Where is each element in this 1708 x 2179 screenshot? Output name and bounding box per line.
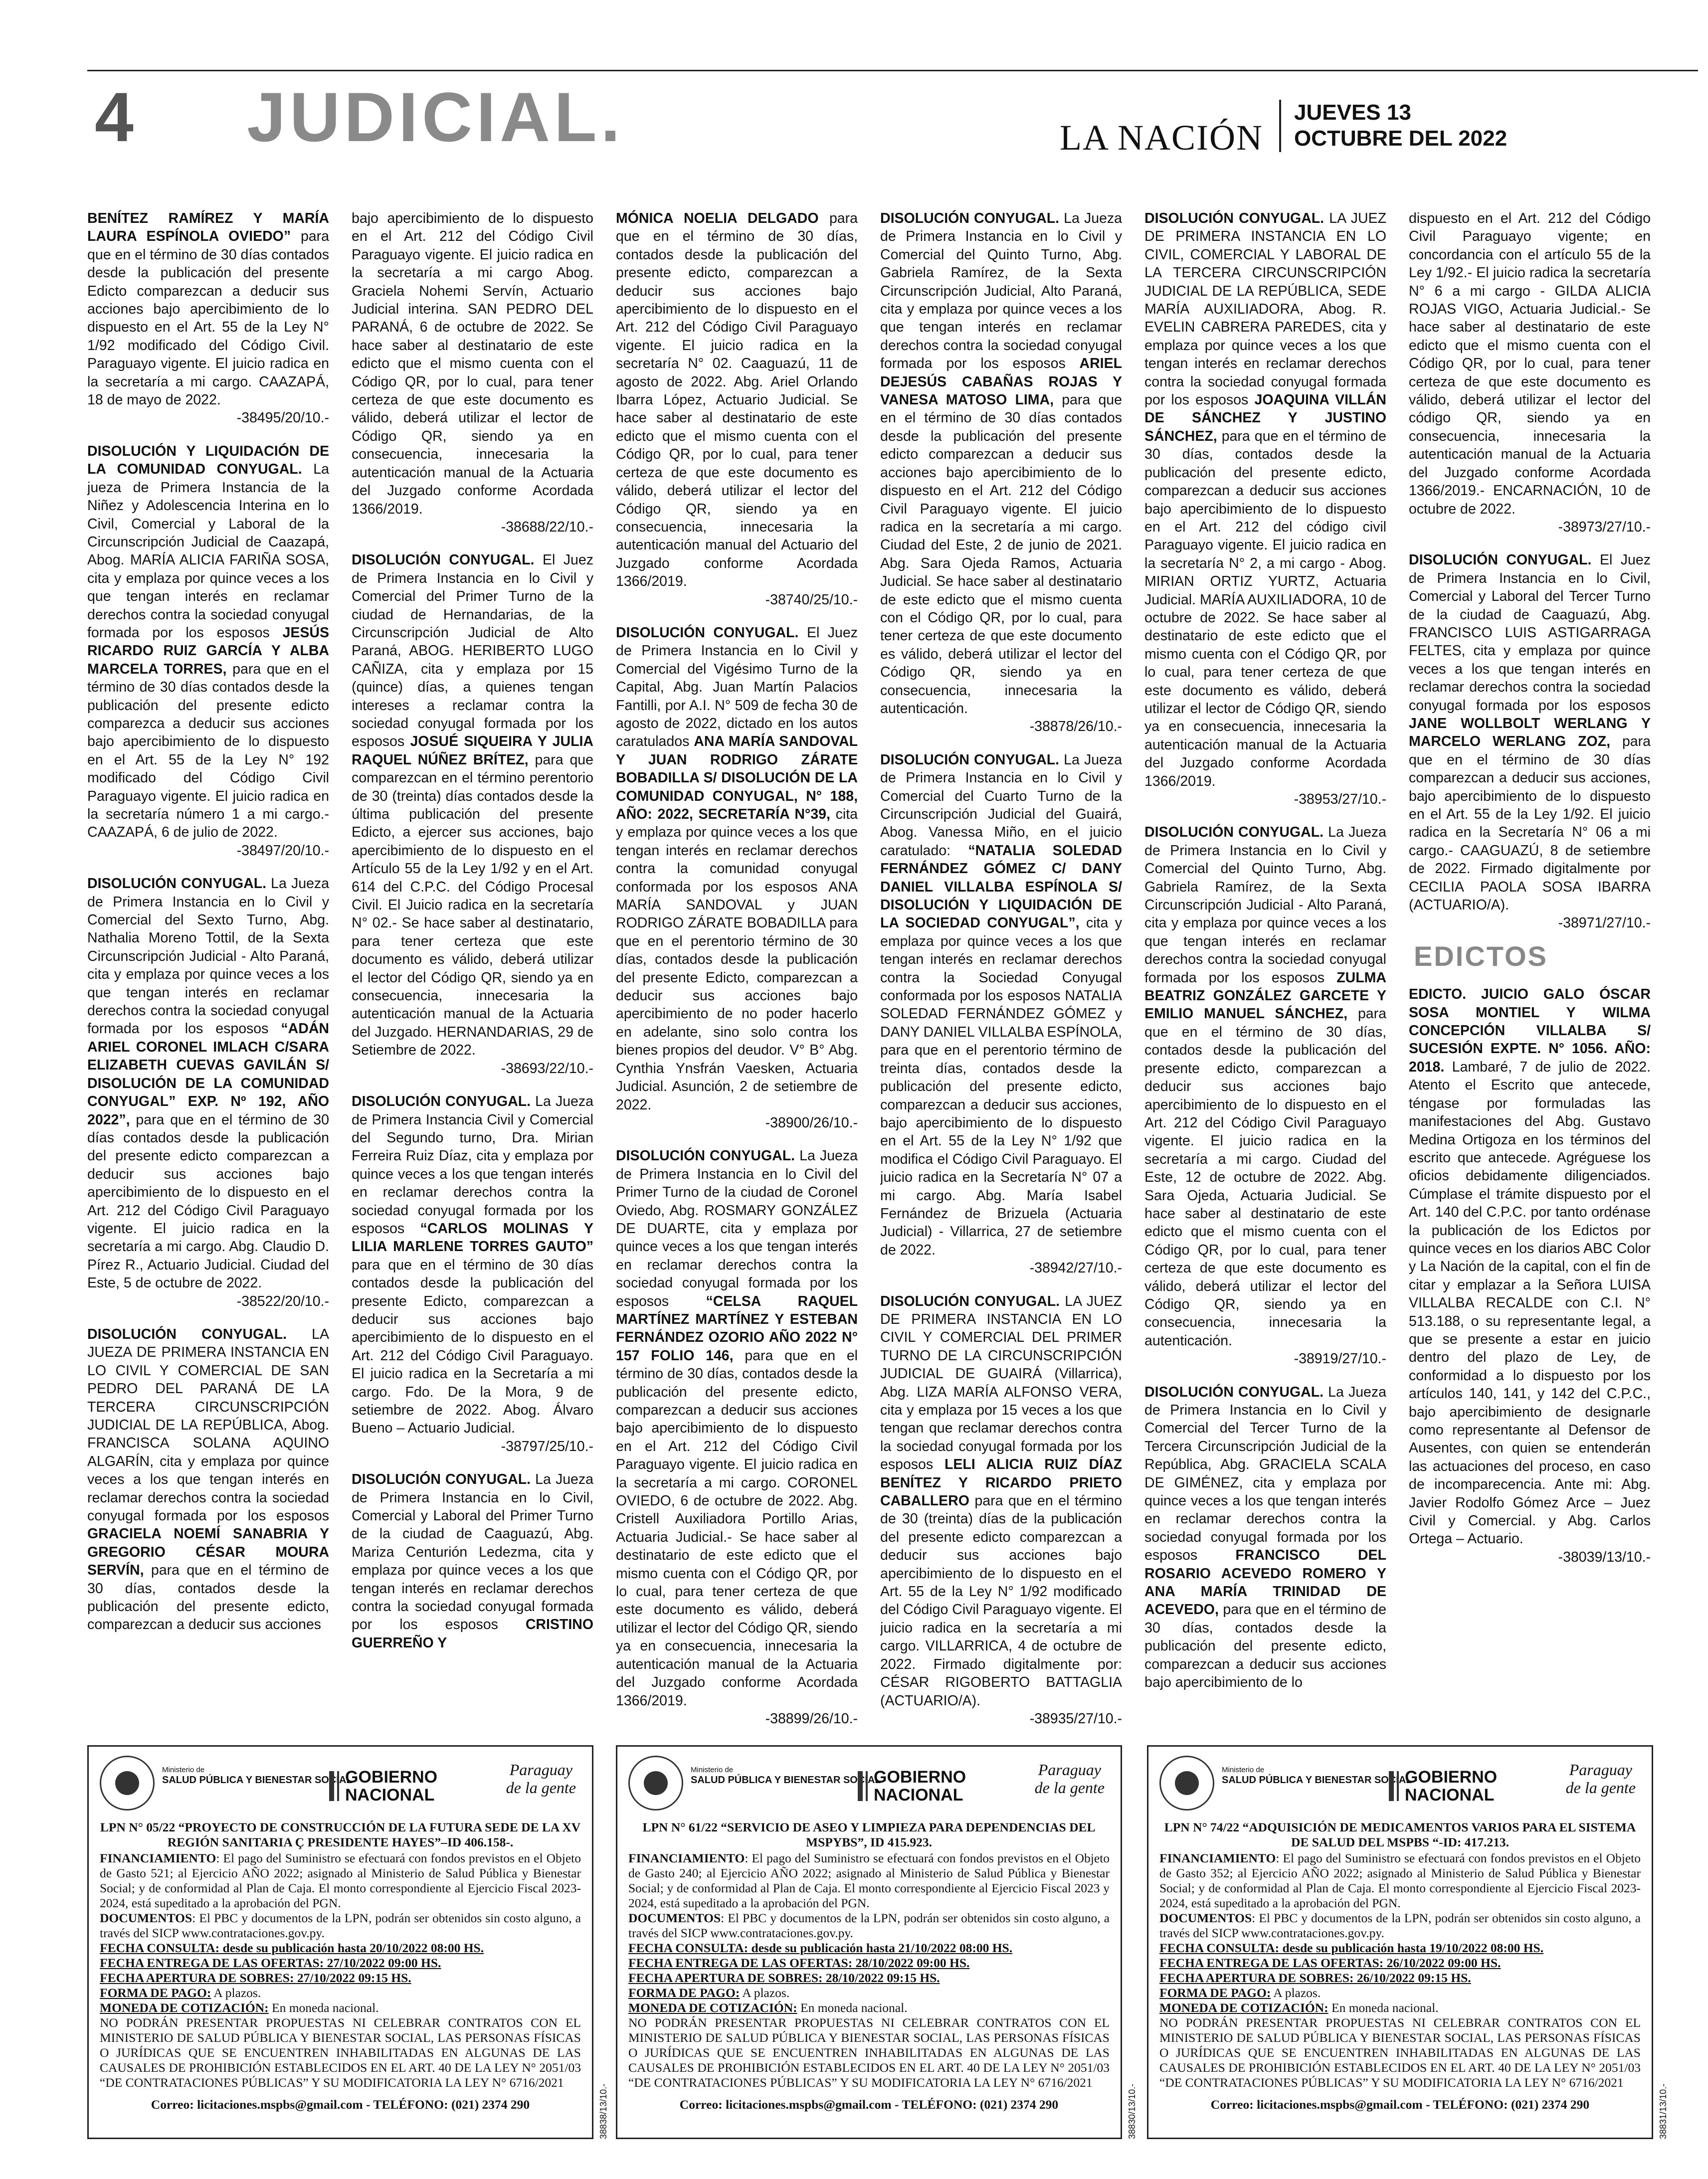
column-6 [1409,209,1651,1735]
gobierno-nacional-logo: GOBIERNO NACIONAL [858,1768,966,1804]
issue-date-day: JUEVES 13 [1294,100,1411,125]
tender-contact: Correo: licitaciones.mspbs@gmail.com - TELÉFONO: (021) 2374 290 [151,2097,530,2112]
tender-warning: NO PODRÁN PRESENTAR PROPUESTAS NI CELEBRAR CONTRATOS CON EL MINISTERIO DE SALUD PÚBLICA Y BIENESTAR SOCIAL, LAS PERSONAS FÍSICAS O JURÍDICAS QUE SE ENCUENTREN INHABILITADAS EN ALGUNAS DE LAS CAUSALES DE PROHIBICIÓN ESTABLECIDOS EN EL ART. 40 DE LA LEY N° 2051/03 “DE CONTRATACIONES PÚBLICAS” Y SU MODIFICATORIA LA LEY N° 6716/2021 [628,2015,1110,2090]
column-2 [352,209,593,1735]
tender-documents: DOCUMENTOS: El PBC y documentos de la LPN, podrán ser obtenidos sin costo alguno, a través del SICP www.contrataciones.gov.py. [100,1911,581,1940]
tender-title: LPN N° 61/22 “SERVICIO DE ASEO Y LIMPIEZA PARA DEPENDENCIAS DEL MSPYBS”, ID 415.923. [642,1820,1096,1849]
slogan-logo: Paraguay de la gente [1034,1761,1105,1797]
issue-date-month: OCTUBRE DEL 2022 [1294,126,1508,151]
tender-apertura: FECHA APERTURA DE SOBRES: 27/10/2022 09:15 HS. [100,1971,411,1985]
tender-entrega: FECHA ENTREGA DE LAS OFERTAS: 28/10/2022 09:00 HS. [628,1956,970,1970]
legal-notice: BENÍTEZ RAMÍREZ Y MARÍA LAURA ESPÍNOLA OVIEDO” para que en el término de 30 días contados desde la publicación del presente Edicto comparezcan a deducir sus acciones bajo apercibimiento de lo dispuesto en el Art. 55 de la Ley N° 1/92 modificado del Código Civil. Paraguayo vigente. El juicio radica en la secretaría a mi cargo. CAAZAPÁ, 18 de mayo de 2022. -38495/20/10.- [87,210,329,426]
legal-notice: DISOLUCIÓN CONYUGAL. LA JUEZ DE PRIMERA INSTANCIA EN LO CIVIL, COMERCIAL Y LABORAL DE LA TERCERA CIRCUNSCRIPCIÓN JUDICIAL DE LA REPÚBLICA, SEDE MARÍA AUXILIADORA, Abog. R. EVELIN CABRERA PAREDES, cita y emplaza por quince veces a los que tengan interés en reclamar derechos contra la sociedad conyugal formada por los esposos JOAQUINA VILLÁN DE SÁNCHEZ Y JUSTINO SÁNCHEZ, para que en el término de 30 días, contados desde la publicación del presente edicto, comparezcan a deducir sus acciones bajo apercibimiento de lo dispuesto en el Art. 212 del código civil Paraguayo vigente. El juicio radica en la secretaría N° 2, a mi cargo - Abog. MIRIAN ORTIZ YURTZ, Actuaria Judicial. MARÍA AUXILIADORA, 10 de octubre de 2022. Se hace saber al destinatario de este edicto que el mismo cuenta con el Código QR, por lo cual, para tener certeza de que este documento es válido, deberá utilizar el lector de Código QR, siendo ya en consecuencia, innecesaria la autenticación manual de la Actuaria del Juzgado conforme Acordada 1366/2019. -38953/27/10.- [1144,210,1386,807]
legal-notice: DISOLUCIÓN Y LIQUIDACIÓN DE LA COMUNIDAD CONYUGAL. La jueza de Primera Instancia de la Niñez y Adolescencia Interina en lo Civil, Comercial y Laboral de la Circunscripción Judicial de Caazapá, Abog. MARÍA ALICIA FARIÑA SOSA, cita y emplaza por quince veces a los que tengan interés en reclamar derechos contra la sociedad conyugal formada por los esposos JESÚS RICARDO RUIZ GARCÍA Y ALBA MARCELA TORRES, para que en el término de 30 días contados desde la publicación del presente edicto comparezca a deducir sus acciones bajo apercibimiento de lo dispuesto en el Art. 55 de la Ley N° 192 modificado del Código Civil Paraguayo vigente. El juicio radica en la secretaría número 1 a mi cargo.- CAAZAPÁ, 6 de julio de 2022. -38497/20/10.- [87,443,329,859]
edictos-heading: EDICTOS [1414,940,1548,972]
tender-consulta: FECHA CONSULTA: desde su publicación hasta 21/10/2022 08:00 HS. [628,1941,1013,1955]
slogan-logo: Paraguay de la gente [1565,1761,1636,1797]
legal-notice: DISOLUCIÓN CONYUGAL. La Jueza de Primera Instancia en lo Civil del Primer Turno de la ciudad de Coronel Oviedo, Abg. ROSMARY GONZÁLEZ DE DUARTE, cita y emplaza por quince veces a los que tengan interés en reclamar derechos contra la sociedad conyugal formada por los esposos “CELSA RAQUEL MARTÍNEZ MARTÍNEZ Y ESTEBAN FERNÁNDEZ OZORIO AÑO 2022 N° 157 FOLIO 146, para que en el término de 30 días, contados desde la publicación del presente edicto, comparezcan a deducir sus acciones bajo apercibimiento de lo dispuesto en el Art. 212 del Código Civil Paraguayo vigente. El juicio radica en la secretaría a mi cargo. CORONEL OVIEDO, 6 de octubre de 2022. Abg. Cristell Auxiliadora Portillo Arias, Actuaria Judicial.- Se hace saber al destinatario de este edicto que el mismo cuenta con el Código QR, por lo cual, para tener certeza de que este documento es válido, deberá utilizar el lector del Código QR, siendo ya en consecuencia, innecesaria la autenticación manual de la Actuaria del Juzgado conforme Acordada 1366/2019. -38899/26/10.- [616,1148,858,1727]
tender-warning: NO PODRÁN PRESENTAR PROPUESTAS NI CELEBRAR CONTRATOS CON EL MINISTERIO DE SALUD PÚBLICA Y BIENESTAR SOCIAL, LAS PERSONAS FÍSICAS O JURÍDICAS QUE SE ENCUENTREN INHABILITADAS EN ALGUNAS DE LAS CAUSALES DE PROHIBICIÓN ESTABLECIDOS EN EL ART. 40 DE LA LEY N° 2051/03 “DE CONTRATACIONES PÚBLICAS” Y SU MODIFICATORIA LA LEY N° 6716/2021 [100,2015,581,2090]
tender-currency: MONEDA DE COTIZACIÓN: En moneda nacional. [628,2000,908,2015]
ministry-seal-icon [100,1756,155,1811]
legal-notice: DISOLUCIÓN CONYUGAL. El Juez de Primera Instancia en lo Civil y Comercial del Vigésimo Turno de la Capital, Abg. Juan Martín Palacios Fantilli, por A.I. N° 509 de fecha 30 de agosto de 2022, dictado en los autos caratulados ANA MARÍA SANDOVAL Y JUAN RODRIGO ZÁRATE BOBADILLA S/ DISOLUCIÓN DE LA COMUNIDAD CONYUGAL, N° 188, AÑO: 2022, SECRETARÍA N°39, cita y emplaza por quince veces a los que tengan interés en reclamar derechos contra la comunidad conyugal conformada por los esposos ANA MARÍA SANDOVAL y JUAN RODRIGO ZÁRATE BOBADILLA para que en el perentorio término de 30 días, contados desde la publicación del presente Edicto, comparezcan a deducir sus acciones bajo apercibimiento de no poder hacerlo en adelante, sino solo contra los bienes propios del deudor. V° B° Abg. Cynthia Ynsfrán Vaesken, Actuaria Judicial. Asunción, 2 de setiembre de 2022. -38900/26/10.- [616,624,858,1131]
tender-ad [616,1745,1122,2139]
tender-currency: MONEDA DE COTIZACIÓN: En moneda nacional. [1159,2000,1439,2015]
tender-financing: FINANCIAMIENTO: El pago del Suministro se efectuará con fondos previstos en el Objeto de Gasto 352; al Ejercicio AÑO 2022; asignado al Ministerio de Salud Pública y Bienestar Social; y de conformidad al Plan de Caja. El monto correspondiente al Ejercicio Fiscal 2023-2024, está supeditado a la aprobación del PGN. [1159,1851,1641,1910]
tender-financing: FINANCIAMIENTO: El pago del Suministro se efectuará con fondos previstos en el Objeto de Gasto 240; al Ejercicio AÑO 2022; asignado al Ministerio de Salud Pública y Bienestar Social; y de conformidad al Plan de Caja. El monto correspondiente al Ejercicio Fiscal 2023 y 2024, está supeditado a la aprobación del PGN. [628,1851,1110,1910]
tender-warning: NO PODRÁN PRESENTAR PROPUESTAS NI CELEBRAR CONTRATOS CON EL MINISTERIO DE SALUD PÚBLICA Y BIENESTAR SOCIAL, LAS PERSONAS FÍSICAS O JURÍDICAS QUE SE ENCUENTREN INHABILITADAS EN ALGUNAS DE LAS CAUSALES DE PROHIBICIÓN ESTABLECIDOS EN EL ART. 40 DE LA LEY N° 2051/03 “DE CONTRATACIONES PÚBLICAS” Y SU MODIFICATORIA LA LEY N° 6716/2021 [1159,2015,1641,2090]
masthead-divider [1279,100,1281,152]
tender-apertura: FECHA APERTURA DE SOBRES: 28/10/2022 09:15 HS. [628,1971,940,1985]
column-1 [87,209,329,1735]
legal-notice: DISOLUCIÓN CONYUGAL. LA JUEZA DE PRIMERA INSTANCIA EN LO CIVIL Y COMERCIAL DE SAN PEDRO DEL PARANÁ DE LA TERCERA CIRCUNSCRIPCIÓN JUDICIAL DE LA REPÚBLICA, Abog. FRANCISCA SOLANA AQUINO ALGARÍN, cita y emplaza por quince veces a los que tengan interés en reclamar derechos contra la sociedad conyugal formada por los esposos GRACIELA NOEMÍ SANABRIA Y GREGORIO CÉSAR MOURA SERVÍN, para que en el término de 30 días, contados desde la publicación del presente edicto, comparezcan a deducir sus acciones [87,1326,329,1633]
legal-notice: DISOLUCIÓN CONYUGAL. La Jueza de Primera Instancia en lo Civil y Comercial del Cuarto Turno de la Circunscripción Judicial del Guairá, Abog. Vanessa Miño, en el juicio caratulado: “NATALIA SOLEDAD FERNÁNDEZ GÓMEZ C/ DANY DANIEL VILLALBA ESPÍNOLA S/ DISOLUCIÓN Y LIQUIDACIÓN DE LA SOCIEDAD CONYUGAL”, cita y emplaza por quince veces a los que tengan interés en reclamar derechos contra la Sociedad Conyugal conformada por los esposos NATALIA SOLEDAD FERNÁNDEZ GÓMEZ y DANY DANIEL VILLALBA ESPÍNOLA, para que en el perentorio término de treinta días, contados desde la publicación del presente edicto, comparezcan a deducir sus acciones, bajo apercibimiento de lo dispuesto en el Art. 55 de la Ley N° 1/92 que modifica el Código Civil Paraguayo. El juicio radica en la Secretaría N° 07 a mi cargo. Abg. María Isabel Fernández de Brizuela (Actuaria Judicial) - Villarrica, 27 de setiembre de 2022. -38942/27/10.- [880,751,1122,1276]
tender-consulta: FECHA CONSULTA: desde su publicación hasta 19/10/2022 08:00 HS. [1159,1941,1544,1955]
section-title: JUDICIAL. [247,78,624,156]
ad-header [1159,1756,1641,1818]
legal-notice: DISOLUCIÓN CONYUGAL. La Jueza de Primera Instancia Civil y Comercial del Segundo turno, Dra. Mirian Ferreira Ruiz Díaz, cita y emplaza por quince veces a los que tengan interés en reclamar derechos contra la sociedad conyugal formada por los esposos “CARLOS MOLINAS Y LILIA MARLENE TORRES GAUTO” para que en el término de 30 días contados desde la publicación del presente Edicto, comparezcan a deducir sus acciones bajo apercibimiento de lo dispuesto en el Art. 212 del Código Civil Paraguayo. El juicio radica en la Secretaría a mi cargo. Fdo. De la Mora, 9 de setiembre de 2022. Abog. Álvaro Bueno – Actuario Judicial. -38797/25/10.- [352,1093,593,1454]
tender-entrega: FECHA ENTREGA DE LAS OFERTAS: 27/10/2022 09:00 HS. [100,1956,441,1970]
tender-title: LPN N° 74/22 “ADQUISICIÓN DE MEDICAMENTOS VARIOS PARA EL SISTEMA DE SALUD DEL MSPBS “-ID: 417.213. [1164,1820,1636,1849]
ministry-name: Ministerio de SALUD PÚBLICA Y BIENESTAR SOCIAL [162,1766,353,1786]
ad-reference: 38830/13/10.- [1127,2083,1137,2139]
tender-entrega: FECHA ENTREGA DE LAS OFERTAS: 26/10/2022 09:00 HS. [1159,1956,1501,1970]
tender-contact: Correo: licitaciones.mspbs@gmail.com - TELÉFONO: (021) 2374 290 [1210,2097,1590,2112]
ministry-name: Ministerio de SALUD PÚBLICA Y BIENESTAR SOCIAL [1222,1766,1412,1786]
slogan-logo: Paraguay de la gente [506,1761,576,1797]
tender-payment: FORMA DE PAGO: A plazos. [1159,1986,1321,2000]
tender-contact: Correo: licitaciones.mspbs@gmail.com - TELÉFONO: (021) 2374 290 [679,2097,1059,2112]
gobierno-nacional-logo: GOBIERNO NACIONAL [1389,1768,1497,1804]
tender-documents: DOCUMENTOS: El PBC y documentos de la LPN, podrán ser obtenidos sin costo alguno, a través del SICP www.contrataciones.gov.py. [628,1911,1110,1940]
legal-notice: DISOLUCIÓN CONYUGAL. El Juez de Primera Instancia en lo Civil y Comercial del Primer Turno de la ciudad de Hernandarias, de la Circunscripción Judicial de Alto Paraná, ABOG. HERIBERTO LUGO CAÑIZA, cita y emplaza por 15 (quince) días, a quienes tengan intereses a reclamar contra la sociedad conyugal formada por los esposos JOSUÉ SIQUEIRA Y JULIA RAQUEL NÚÑEZ BRÍTEZ, para que comparezcan en el término perentorio de 30 (treinta) días contados desde la última publicación del presente Edicto, a ejercer sus acciones, bajo apercibimiento de lo dispuesto en el Artículo 55 de la Ley 1/92 y en el Art. 614 del C.P.C. del Código Procesal Civil. El Juicio radica en la secretaría N° 02.- Se hace saber al destinatario, para tener certeza que este documento es válido, deberá utilizar el lector del Código QR, siendo ya en consecuencia, innecesaria la autenticación manual de la Actuaria del Juzgado. HERNANDARIAS, 29 de Setiembre de 2022. -38693/22/10.- [352,552,593,1077]
legal-notice: DISOLUCIÓN CONYUGAL. La Jueza de Primera Instancia en lo Civil y Comercial del Tercer Turno de la Tercera Circunscripción Judicial de la República, Abg. GRACIELA SCALA DE GIMÉNEZ, cita y emplaza por quince veces a los que tengan interés en reclamar derechos contra la sociedad conyugal formada por los esposos FRANCISCO DEL ROSARIO ACEVEDO ROMERO Y ANA MARÍA TRINIDAD DE ACEVEDO, para que en el término de 30 días, contados desde la publicación del presente edicto, comparezcan a deducir sus acciones bajo apercibimiento de lo [1144,1384,1386,1691]
issue-date [1294,100,1507,152]
legal-notice: EDICTO. JUICIO GALO ÓSCAR SOSA MONTIEL Y WILMA CONCEPCIÓN VILLALBA S/ SUCESIÓN EXPTE. N° 1056. AÑO: 2018. Lambaré, 7 de julio de 2022. Atento el Escrito que antecede, téngase por formuladas las manifestaciones del Abg. Gustavo Medina Ortigoza en los términos del escrito que antecede. Agréguese los oficios debidamente diligenciados. Cúmplase el trámite dispuesto por el Art. 140 del C.P.C. por tanto ordénase la publicación de los Edictos por quince veces en los diarios ABC Color y La Nación de la capital, con el fin de citar y emplazar a la Señora LUISA VILLALBA RECALDE con C.I. N° 513.188, o su representante legal, a que se presente a estar en juicio dentro del plazo de Ley, de conformidad a lo dispuesto por los artículos 140, 141, y 142 del C.P.C., bajo apercibimiento de designarle como representante al Defensor de Ausentes, con quien se entenderán las actuaciones del proceso, en caso de incomparecencia. Ante mi: Abg. Javier Rodolfo Gómez Arce – Juez Civil y Comercial. y Abg. Carlos Ortega – Actuario. -38039/13/10.- [1409,986,1651,1565]
legal-notice: DISOLUCIÓN CONYUGAL. LA JUEZ DE PRIMERA INSTANCIA EN LO CIVIL Y COMERCIAL DEL PRIMER TURNO DE LA CIRCUNSCRIPCIÓN JUDICIAL DE GUAIRÁ (Villarrica), Abg. LIZA MARÍA ALFONSO VERA, cita y emplaza por 15 veces a los que tengan que reclamar derechos contra la sociedad conyugal formada por los esposos LELI ALICIA RUIZ DÍAZ BENÍTEZ Y RICARDO PRIETO CABALLERO para que en el término de 30 (treinta) días de la publicación del presente edicto comparezcan a deducir sus acciones bajo apercibimiento de lo dispuesto en el Art. 55 de la Ley N° 1/92 modificado del Código Civil Paraguayo vigente. El juicio radica en la secretaría a mi cargo. VILLARRICA, 4 de octubre de 2022. Firmado digitalmente por: CÉSAR RIGOBERTO BATTAGLIA (ACTUARIO/A). -38935/27/10.- [880,1293,1122,1727]
column-4 [880,209,1122,1735]
legal-notice: DISOLUCIÓN CONYUGAL. La Jueza de Primera Instancia en lo Civil y Comercial del Quinto Turno, Abg. Gabriela Ramírez, de la Sexta Circunscripción Judicial - Alto Paraná, cita y emplaza por quince veces a los que tengan interés en reclamar derechos contra la sociedad conyugal formada por los esposos ZULMA BEATRIZ GONZÁLEZ GARCETE Y EMILIO MANUEL SÁNCHEZ, para que en el término de 30 días, contados desde la publicación del presente edicto, comparezcan a deducir sus acciones bajo apercibimiento de lo dispuesto en el Art. 212 del Código Civil Paraguayo vigente. El juicio radica en la secretaría a mi cargo. Ciudad del Este, 12 de octubre de 2022. Abg. Sara Ojeda, Actuaria Judicial. Se hace saber al destinatario de este edicto que el mismo cuenta con el Código QR, por lo cual, para tener certeza de que este documento es válido, deberá utilizar el lector del Código QR, siendo ya en consecuencia, innecesaria la autenticación. -38919/27/10.- [1144,824,1386,1367]
tender-payment: FORMA DE PAGO: A plazos. [628,1986,790,2000]
legal-notice: bajo apercibimiento de lo dispuesto en el Art. 212 del Código Civil Paraguayo vigente. El juicio radica en la secretaría a mi cargo Abog. Graciela Nohemi Servín, Actuario Judicial interina. SAN PEDRO DEL PARANÁ, 6 de octubre de 2022. Se hace saber al destinatario de este edicto que el mismo cuenta con el Código QR, por lo cual, para tener certeza de que este documento es válido, deberá utilizar el lector de Código QR, siendo ya en consecuencia, innecesaria la autenticación manual de la Actuaria del Juzgado conforme Acordada 1366/2019. -38688/22/10.- [352,210,593,535]
tender-currency: MONEDA DE COTIZACIÓN: En moneda nacional. [100,2000,379,2015]
page-number: 4 [95,78,134,156]
tender-documents: DOCUMENTOS: El PBC y documentos de la LPN, podrán ser obtenidos sin costo alguno, a través del SICP www.contrataciones.gov.py. [1159,1911,1641,1940]
ad-header [100,1756,581,1818]
ad-header [628,1756,1110,1818]
ad-reference: 38831/13/10.- [1658,2083,1668,2139]
tender-financing: FINANCIAMIENTO: El pago del Suministro se efectuará con fondos previstos en el Objeto de Gasto 521; al Ejercicio AÑO 2022; asignado al Ministerio de Salud Pública y Bienestar Social; y de conformidad al Plan de Caja. El monto correspondiente al Ejercicio Fiscal 2023-2024, está supeditado a la aprobación del PGN. [100,1851,581,1910]
legal-notice: dispuesto en el Art. 212 del Código Civil Paraguayo vigente; en concordancia con el artículo 55 de la Ley 1/92.- El juicio radica la secretaría N° 6 a mi cargo - GILDA ALICIA ROJAS VIGO, Actuaria Judicial.- Se hace saber al destinatario de este edicto que el mismo cuenta con el Código QR, por lo cual, para tener certeza de que este documento es válido, deberá utilizar el lector del código QR, siendo ya en consecuencia, innecesaria la autenticación manual de la Actuaria del Juzgado conforme Acordada 1366/2019.- ENCARNACIÓN, 10 de octubre de 2022. -38973/27/10.- [1409,210,1651,535]
ministry-name: Ministerio de SALUD PÚBLICA Y BIENESTAR SOCIAL [691,1766,881,1786]
notice-columns [87,209,1698,1735]
tender-payment: FORMA DE PAGO: A plazos. [100,1986,261,2000]
ministry-seal-icon [1159,1756,1214,1811]
tender-ad [1147,1745,1653,2139]
column-5 [1144,209,1386,1735]
legal-notice: DISOLUCIÓN CONYUGAL. El Juez de Primera Instancia en lo Civil, Comercial y Laboral del Tercer Turno de la ciudad de Caaguazú, Abg. FRANCISCO LUIS ASTIGARRAGA FELTES, cita y emplaza por quince veces a los que tengan interés en reclamar derechos contra la sociedad conyugal formada por los esposos JANE WOLLBOLT WERLANG Y MARCELO WERLANG ZOZ, para que en el término de 30 días comparezcan a deducir sus acciones, bajo apercibimiento de lo dispuesto en el Art. 55 de la Ley 1/92. El juicio radica en la Secretaría N° 06 a mi cargo.- CAAGUAZÚ, 8 de setiembre de 2022. Firmado digitalmente por CECILIA PAOLA SOSA IBARRA (ACTUARIO/A). -38971/27/10.- [1409,552,1651,931]
column-3 [616,209,858,1735]
gobierno-nacional-logo: GOBIERNO NACIONAL [329,1768,437,1804]
tender-ad [87,1745,593,2139]
ministry-seal-icon [628,1756,683,1811]
legal-notice: MÓNICA NOELIA DELGADO para que en el término de 30 días, contados desde la publicación del presente edicto, comparezcan a deducir sus acciones bajo apercibimiento de lo dispuesto en el Art. 212 del Código Civil Paraguayo vigente. El juicio radica en la secretaría N° 02. Caaguazú, 11 de agosto de 2022. Abg. Ariel Orlando Ibarra López, Actuario Judicial. Se hace saber al destinatario de este edicto que el mismo cuenta con el Código QR, por lo cual, para tener certeza de que este documento es válido, deberá utilizar el lector del Código QR, siendo ya en consecuencia, innecesaria la autenticación manual del Actuario del Juzgado conforme Acordada 1366/2019. -38740/25/10.- [616,210,858,608]
legal-notice: DISOLUCIÓN CONYUGAL. La Jueza de Primera Instancia en lo Civil y Comercial del Quinto Turno, Abg. Gabriela Ramírez, de la Sexta Circunscripción Judicial, Alto Paraná, cita y emplaza por quince veces a los que tengan interés en reclamar derechos contra la sociedad conyugal formada por los esposos ARIEL DEJESÚS CABAÑAS ROJAS Y VANESA MATOSO LIMA, para que en el término de 30 días contados desde la publicación del presente edicto comparezcan a deducir sus acciones bajo apercibimiento de lo dispuesto en el Art. 212 del Código Civil Paraguayo vigente. El juicio radica en la secretaría a mi cargo. Ciudad del Este, 2 de junio de 2021. Abg. Sara Ojeda Ramos, Actuaria Judicial. Se hace saber al destinatario de este edicto que el mismo cuenta con el Código QR, por lo cual, para tener certeza de que este documento es válido, deberá utilizar el lector del Código QR, siendo ya en consecuencia, innecesaria la autenticación. -38878/26/10.- [880,210,1122,735]
legal-notice: DISOLUCIÓN CONYUGAL. La Jueza de Primera Instancia en lo Civil, Comercial y Laboral del Primer Turno de la ciudad de Caaguazú, Abg. Mariza Centurión Ledezma, cita y emplaza por quince veces a los que tengan interés en reclamar derechos contra la sociedad conyugal formada por los esposos CRISTINO GUERREÑO Y [352,1471,593,1651]
top-rule [87,70,1698,71]
tender-consulta: FECHA CONSULTA: desde su publicación hasta 20/10/2022 08:00 HS. [100,1941,484,1955]
legal-notice: DISOLUCIÓN CONYUGAL. La Jueza de Primera Instancia en lo Civil y Comercial del Sexto Turno, Abg. Nathalia Moreno Tottil, de la Sexta Circunscripción Judicial - Alto Paraná, cita y emplaza por quince veces a los que tengan interés en reclamar derechos contra la sociedad conyugal formada por los esposos “ADÁN ARIEL CORONEL IMLACH C/SARA ELIZABETH CUEVAS GAVILÁN S/ DISOLUCIÓN DE LA COMUNIDAD CONYUGAL” EXP. Nº 192, AÑO 2022”, para que en el término de 30 días contados desde la publicación del presente edicto comparezcan a deducir sus acciones bajo apercibimiento de lo dispuesto en el Art. 212 del Código Civil Paraguayo vigente. El juicio radica en la secretaría a mi cargo. Abg. Claudio D. Pírez R., Actuario Judicial. Ciudad del Este, 5 de octubre de 2022. -38522/20/10.- [87,876,329,1309]
ad-reference: 38838/13/10.- [598,2083,608,2139]
tender-apertura: FECHA APERTURA DE SOBRES: 26/10/2022 09:15 HS. [1159,1971,1471,1985]
tender-title: LPN N° 05/22 “PROYECTO DE CONSTRUCCIÓN DE LA FUTURA SEDE DE LA XV REGIÓN SANITARIA Ç PRESIDENTE HAYES”–ID 406.158-. [100,1820,581,1849]
masthead: LA NACIÓN [1060,118,1263,158]
